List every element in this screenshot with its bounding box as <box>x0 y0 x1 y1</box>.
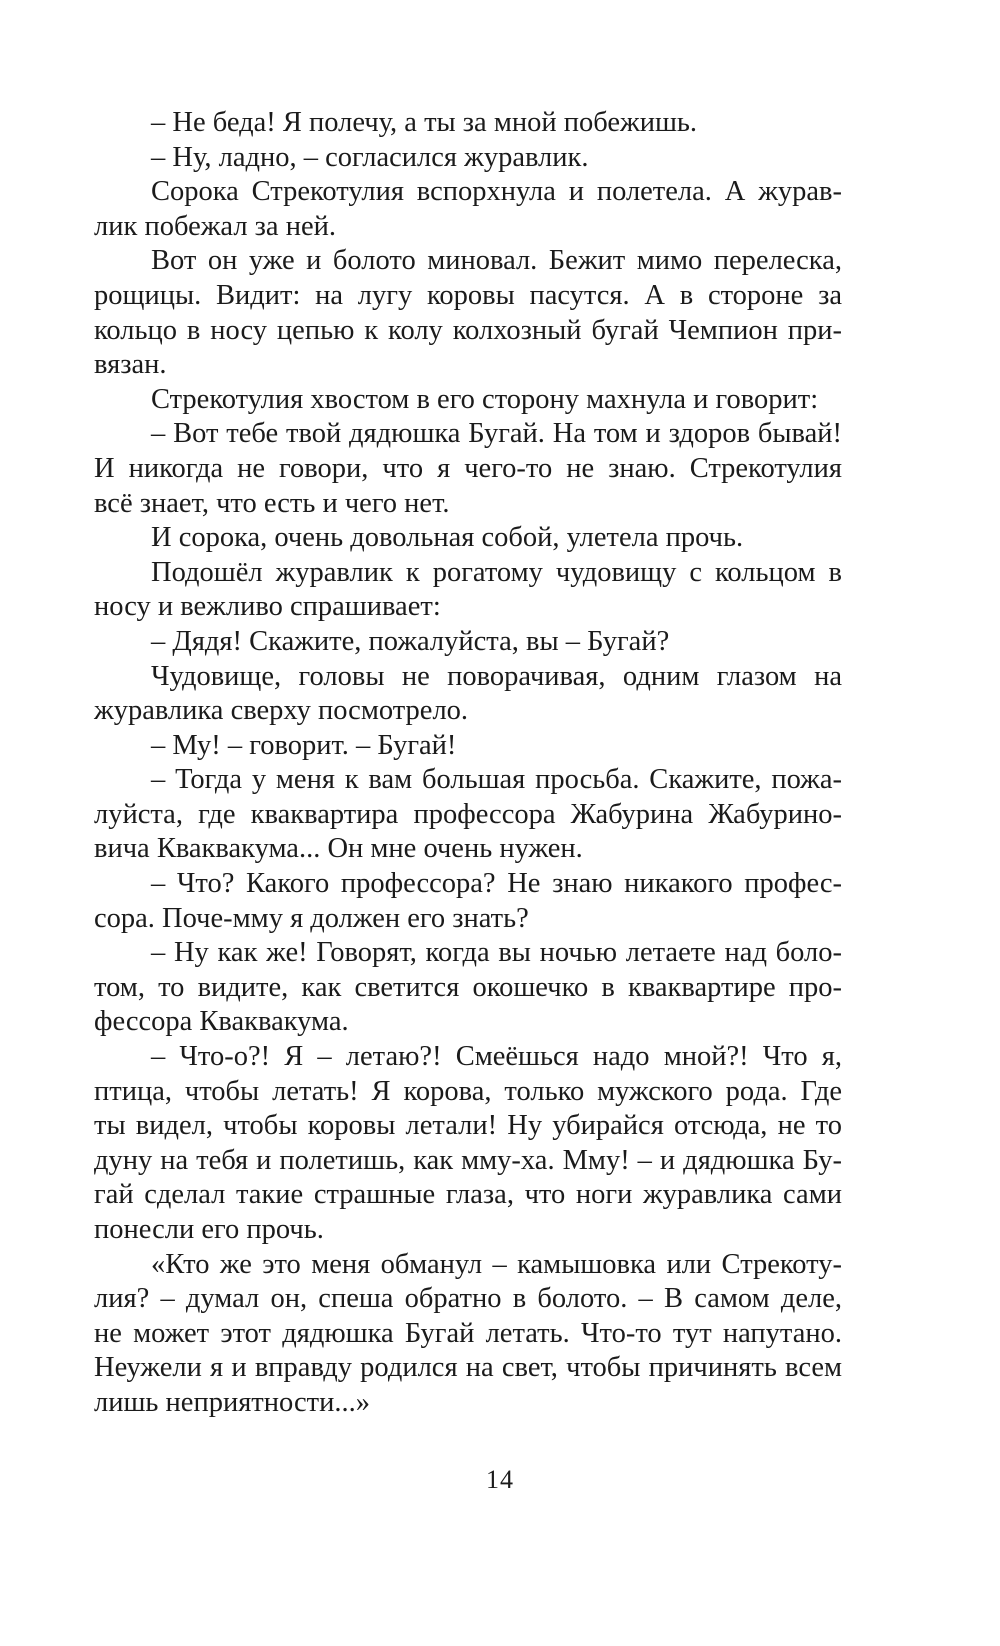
text-line: – Не беда! Я полечу, а ты за мной побежишь. <box>151 107 698 138</box>
body-text <box>94 106 842 1421</box>
text-line: дуну на тебя и полетишь, как мму-ха. Мму! – и дядюшка Бу- <box>94 1144 842 1176</box>
text-line: журавлика сверху посмотрело. <box>94 695 469 727</box>
text-line: кольцо в носу цепью к колу колхозный бугай Чемпион при- <box>94 314 842 346</box>
text-line: Неужели я и вправду родился на свет, чтобы причинять всем <box>94 1352 842 1384</box>
text-line: – Вот тебе твой дядюшка Бугай. На том и здоров бывай! <box>151 418 842 450</box>
text-line: всё знает, что есть и чего нет. <box>94 487 450 519</box>
text-line: ты видел, чтобы коровы летали! Ну убирайся отсюда, не то <box>94 1110 842 1142</box>
text-line: носу и вежливо спрашивает: <box>94 591 441 623</box>
text-line: гай сделал такие страшные глаза, что ноги журавлика сами <box>94 1179 842 1211</box>
text-line: вича Кваквакума... Он мне очень нужен. <box>94 833 583 865</box>
text-line: И никогда не говори, что я чего-то не знаю. Стрекотулия <box>94 452 842 484</box>
text-line: лик побежал за ней. <box>94 210 336 242</box>
text-line: лия? – думал он, спеша обратно в болото. – В самом деле, <box>94 1283 842 1315</box>
text-line: И сорока, очень довольная собой, улетела прочь. <box>151 522 744 554</box>
text-line: «Кто же это меня обманул – камышовка или Стрекоту- <box>151 1248 842 1280</box>
text-line: – Ну, ладно, – согласился журавлик. <box>151 141 589 173</box>
text-line: не может этот дядюшка Бугай летать. Что-то тут напутано. <box>94 1317 842 1349</box>
page-number: 14 <box>486 1465 514 1494</box>
text-line: понесли его прочь. <box>94 1214 324 1245</box>
text-line: фессора Кваквакума. <box>94 1006 349 1038</box>
text-line: рощицы. Видит: на лугу коровы пасутся. А в стороне за <box>94 279 842 311</box>
text-line: сора. Поче-мму я должен его знать? <box>94 902 529 934</box>
text-line: – Что-о?! Я – летаю?! Смеёшься надо мной?! Что я, <box>151 1041 842 1073</box>
text-line: – Му! – говорит. – Бугай! <box>151 729 457 761</box>
text-line: Вот он уже и болото миновал. Бежит мимо перелеска, <box>151 245 842 277</box>
text-line: Подошёл журавлик к рогатому чудовищу с кольцом в <box>151 556 842 588</box>
text-line: – Ну как же! Говорят, когда вы ночью летаете над боло- <box>151 937 842 969</box>
text-line: Стрекотулия хвостом в его сторону махнула и говорит: <box>151 383 819 415</box>
text-line: Сорока Стрекотулия вспорхнула и полетела. А журав- <box>151 176 842 208</box>
text-line: – Тогда у меня к вам большая просьба. Скажите, пожа- <box>151 764 842 796</box>
text-line: Чудовище, головы не поворачивая, одним глазом на <box>151 660 842 692</box>
text-line: – Что? Какого профессора? Не знаю никакого профес- <box>151 868 842 900</box>
text-line: том, то видите, как светится окошечко в кваквартире про- <box>94 971 842 1003</box>
text-line: – Дядя! Скажите, пожалуйста, вы – Бугай? <box>151 625 670 657</box>
text-line: луйста, где кваквартира профессора Жабурина Жабурино- <box>94 798 842 830</box>
text-line: вязан. <box>94 349 167 381</box>
text-line: птица, чтобы летать! Я корова, только мужского рода. Где <box>94 1075 842 1107</box>
text-line: лишь неприятности...» <box>94 1386 370 1418</box>
